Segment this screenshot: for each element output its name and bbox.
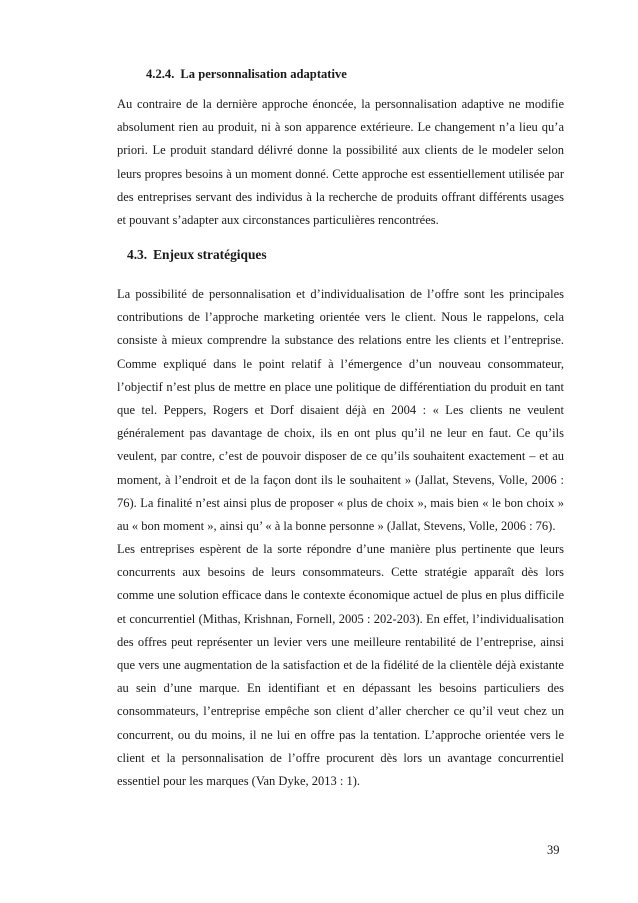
page-number: 39 — [547, 843, 560, 857]
paragraph-strategic-stakes: La possibilité de personnalisation et d’individualisation de l’offre sont les principales contributions de l’approche marketing orientée vers le client. Nous le rappelons, cela consiste à mieux comprendre la substance des relations entre les clients et l’entreprise. Comme expliqué dans le point relatif à l’émergence d’un nouveau consommateur, l’objectif n’est plus de mettre en place une politique de différentiation du produit en tant que tel. Peppers, Rogers et Dorf disaient déjà en 2004 : « Les clients ne veulent généralement pas davantage de choix, ils en ont plus qu’il ne leur en faut. Ce qu’ils veulent, par contre, c’est de pouvoir disposer de ce qu’ils souhaitent exactement – et au moment, à l’endroit et de la façon dont ils le souhaitent » (Jallat, Stevens, Volle, 2006 : 76). La finalité n’est ainsi plus de proposer « plus de choix », mais bien « le bon choix » au « bon moment », ainsi qu’ « à la bonne personne » (Jallat, Stevens, Volle, 2006 : 76). — [117, 287, 564, 534]
subsection-title: La personnalisation adaptative — [180, 67, 347, 81]
subsection-heading — [146, 67, 347, 82]
section-number: 4.3. — [127, 247, 148, 262]
subsection-number: 4.2.4. — [146, 67, 175, 81]
section-title: Enjeux stratégiques — [153, 247, 267, 262]
section-heading — [127, 247, 267, 263]
paragraph-adaptive-personalisation: Au contraire de la dernière approche énoncée, la personnalisation adaptive ne modifie absolument rien au produit, ni à son apparence extérieure. Le changement n’a lieu qu’a priori. Le produit standard délivré donne la possibilité aux clients de le modeler selon leurs propres besoins à un moment donné. Cette approche est essentiellement utilisée par des entreprises servant des individus à la recherche de produits offrant différents usages et pouvant s’adapter aux circonstances particulières rencontrées. — [117, 97, 564, 228]
paragraph-competitive-advantage: Les entreprises espèrent de la sorte répondre d’une manière plus pertinente que leurs concurrents aux besoins de leurs consommateurs. Cette stratégie apparaît dès lors comme une solution efficace dans le contexte économique actuel de plus en plus difficile et concurrentiel (Mithas, Krishnan, Fornell, 2005 : 202-203). En effet, l’individualisation des offres peut représenter un levier vers une meilleure rentabilité de l’entreprise, ainsi que vers une augmentation de la satisfaction et de la fidélité de la clientèle déjà existante au sein d’une marque. En identifiant et en dépassant les besoins particuliers des consommateurs, l’entreprise empêche son client d’aller chercher ce qu’il veut chez un concurrent, ou du moins, il ne lui en offre pas la tentation. L’approche orientée vers le client et la personnalisation de l’offre procurent dès lors un avantage concurrentiel essentiel pour les marques (Van Dyke, 2013 : 1). — [117, 542, 564, 789]
